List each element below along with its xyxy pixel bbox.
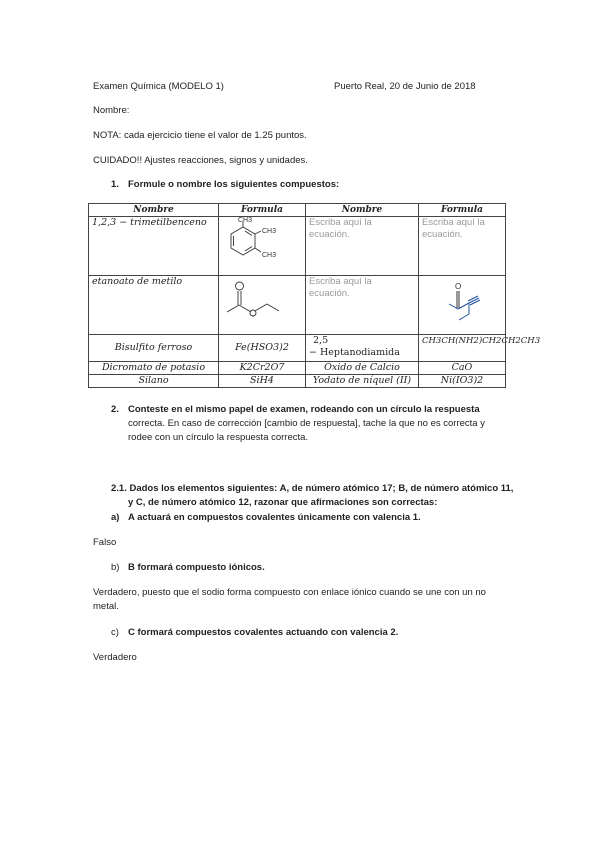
header-name-2: Nombre xyxy=(306,204,419,217)
table-row xyxy=(89,217,506,276)
question-2-1-intro-1: 2.1. Dados los elementos siguientes: A, de número atómico 17; B, de número atómico 11, xyxy=(111,483,514,494)
item-b-text: B formará compuesto iónicos. xyxy=(128,562,265,573)
table-row xyxy=(89,335,506,362)
question-1-number: 1. xyxy=(111,179,119,190)
r2-structure2-cell xyxy=(419,276,506,335)
question-2-line2: correcta. En caso de corrección [cambio de respuesta], tache la que no es correcta y xyxy=(128,418,485,429)
item-a-answer[interactable]: Falso xyxy=(93,537,117,548)
table-row xyxy=(89,276,506,335)
r3-formula-cell xyxy=(219,335,306,362)
ketone-alkyne-structure xyxy=(419,276,499,330)
r5-name2-cell xyxy=(306,375,419,388)
r4-formula: K2Cr2O7 xyxy=(239,362,285,373)
r5-name: Silano xyxy=(138,375,169,386)
item-b-answer-2[interactable]: metal. xyxy=(93,601,119,612)
r3-formula2: CH3CH(NH2)CH2CH2CH3 xyxy=(422,336,541,346)
name-label: Nombre: xyxy=(93,105,130,116)
question-2-number: 2. xyxy=(111,404,119,415)
r2b-mol-label: O xyxy=(455,282,462,291)
r4-name: Dicromato de potasio xyxy=(101,362,206,373)
r4-name2-cell xyxy=(306,362,419,375)
r5-formula2: Ni(IO3)2 xyxy=(440,375,484,386)
r4-formula-cell xyxy=(219,362,306,375)
r1-name: 1,2,3 − trimetilbenceno xyxy=(92,217,207,228)
r4-formula2-cell xyxy=(419,362,506,375)
methyl-ester-structure xyxy=(219,276,299,330)
r5-name-cell xyxy=(89,375,219,388)
question-2-title: Conteste en el mismo papel de examen, rodeando con un círculo la respuesta xyxy=(128,404,480,415)
r2-name-cell xyxy=(89,276,219,335)
answer-placeholder[interactable]: Escriba aquí la ecuación. xyxy=(422,217,485,240)
table-header-row xyxy=(89,204,506,217)
r5-name2: Yodato de níquel (II) xyxy=(312,375,412,386)
table-row xyxy=(89,362,506,375)
r1-mol-label-2: CH3 xyxy=(262,228,277,235)
r3-name-cell xyxy=(89,335,219,362)
header-name-1: Nombre xyxy=(89,204,219,217)
r1-formula2-cell[interactable] xyxy=(419,217,506,276)
compounds-table xyxy=(88,203,541,388)
warning-text: CUIDADO!! Ajustes reacciones, signos y unidades. xyxy=(93,155,308,166)
header-formula-2: Formula xyxy=(419,204,506,217)
header-formula-1: Formula xyxy=(219,204,306,217)
r3-formula2-cell xyxy=(419,335,541,362)
r3-name2-line1: 2,5 xyxy=(313,335,329,346)
r3-name2-cell xyxy=(306,335,419,362)
table-row xyxy=(89,375,506,388)
exam-title: Examen Química (MODELO 1) xyxy=(93,81,224,92)
r5-formula-cell xyxy=(219,375,306,388)
r3-name2-line2: − Heptanodiamida xyxy=(309,347,400,358)
r2-name2-cell[interactable] xyxy=(306,276,419,335)
item-a-text: A actuará en compuestos covalentes únicamente con valencia 1. xyxy=(128,512,421,523)
r3-formula: Fe(HSO3)2 xyxy=(235,342,289,353)
item-c-label: c) xyxy=(111,627,119,638)
r2-structure-cell xyxy=(219,276,306,335)
r5-formula2-cell xyxy=(419,375,506,388)
oxygen-atom-icon xyxy=(236,282,244,290)
item-a-label: a) xyxy=(111,512,120,523)
r1-name2-cell[interactable] xyxy=(306,217,419,276)
answer-placeholder[interactable]: Escriba aquí la ecuación. xyxy=(309,276,372,299)
item-c-answer[interactable]: Verdadero xyxy=(93,652,137,663)
question-2-line3: rodee con un círculo la respuesta correcta. xyxy=(128,432,309,443)
oxygen-atom-icon xyxy=(250,310,256,316)
r1-mol-label-1: CH3 xyxy=(238,217,253,224)
question-2-1-intro-2: y C, de número atómico 12, razonar que afirmaciones son correctas: xyxy=(128,497,438,508)
r5-formula: SiH4 xyxy=(250,375,274,386)
r2-name: etanoato de metilo xyxy=(92,276,183,287)
question-1-title: Formule o nombre los siguientes compuestos: xyxy=(128,179,340,190)
note-text: NOTA: cada ejercicio tiene el valor de 1.25 puntos. xyxy=(93,130,307,141)
place-date: Puerto Real, 20 de Junio de 2018 xyxy=(334,81,476,92)
item-b-label: b) xyxy=(111,562,120,573)
item-b-answer-1[interactable]: Verdadero, puesto que el sodio forma compuesto con enlace iónico cuando se une con un no xyxy=(93,587,486,598)
r4-name2: Óxido de Calcio xyxy=(324,362,400,373)
item-c-text: C formará compuestos covalentes actuando con valencia 2. xyxy=(128,627,399,638)
r1-mol-label-3: CH3 xyxy=(262,252,277,259)
r1-name-cell xyxy=(89,217,219,276)
r4-formula2: CaO xyxy=(451,362,473,373)
trimethylbenzene-structure xyxy=(219,217,299,271)
answer-placeholder[interactable]: Escriba aquí la ecuación. xyxy=(309,217,372,240)
r3-name: Bisulfito ferroso xyxy=(114,342,193,353)
r1-structure-cell xyxy=(219,217,306,276)
r4-name-cell xyxy=(89,362,219,375)
